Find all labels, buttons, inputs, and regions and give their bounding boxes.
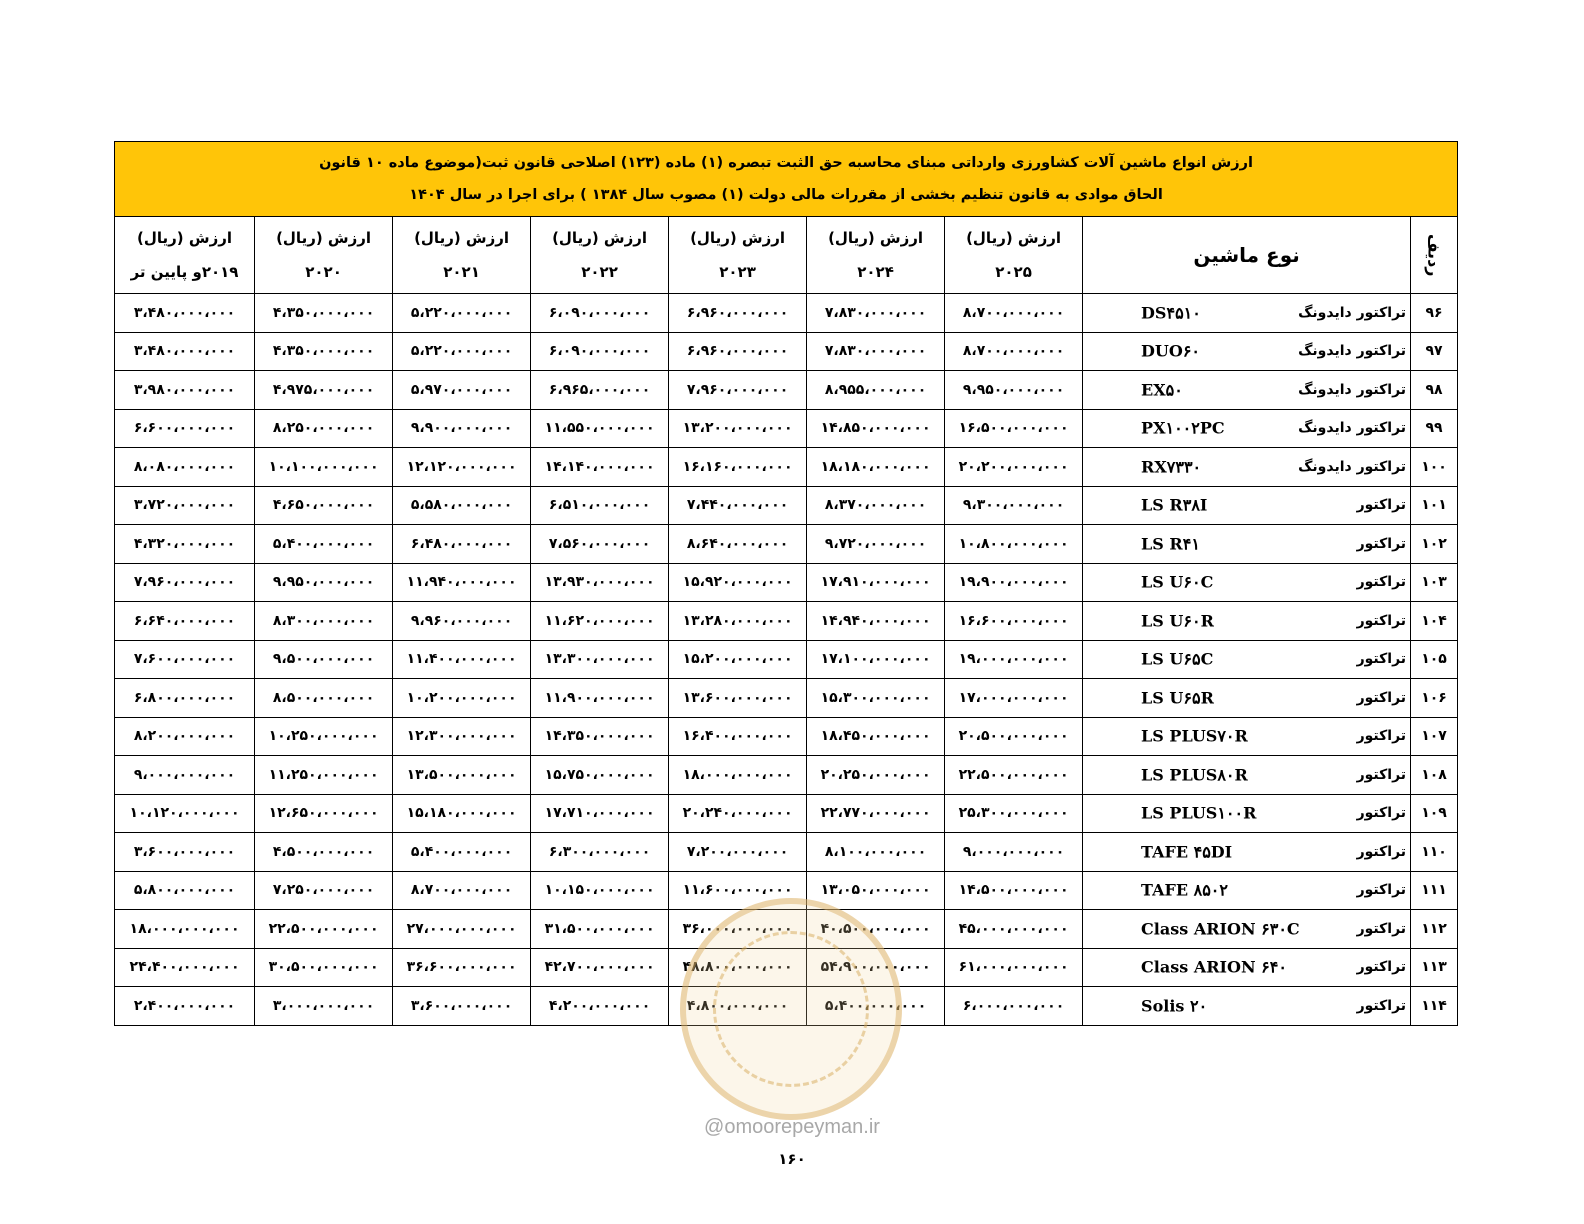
table-row xyxy=(115,294,1458,333)
header-year-col: ارزش (ریال) ۲۰۲۴ xyxy=(807,217,945,294)
page-number: ۱۶۰ xyxy=(778,1150,806,1168)
value-cell: ۹،۵۰۰،۰۰۰،۰۰۰ xyxy=(255,640,393,679)
value-cell: ۸،۳۰۰،۰۰۰،۰۰۰ xyxy=(255,602,393,641)
header-type: نوع ماشین xyxy=(1083,217,1411,294)
value-cell: ۲،۴۰۰،۰۰۰،۰۰۰ xyxy=(115,987,255,1026)
value-cell: ۷،۶۰۰،۰۰۰،۰۰۰ xyxy=(115,640,255,679)
machine-model: TAFE ۴۵DI xyxy=(1141,842,1233,862)
value-cell: ۱۳،۶۰۰،۰۰۰،۰۰۰ xyxy=(669,679,807,718)
value-cell: ۲۲،۵۰۰،۰۰۰،۰۰۰ xyxy=(945,756,1083,795)
value-cell: ۶،۶۴۰،۰۰۰،۰۰۰ xyxy=(115,602,255,641)
value-cell: ۱۳،۲۰۰،۰۰۰،۰۰۰ xyxy=(669,409,807,448)
machine-name: تراکتور xyxy=(1356,728,1407,745)
row-index: ۹۶ xyxy=(1411,294,1458,333)
value-cell: ۸،۶۴۰،۰۰۰،۰۰۰ xyxy=(669,525,807,564)
value-cell: ۵،۲۲۰،۰۰۰،۰۰۰ xyxy=(393,332,531,371)
value-cell: ۹،۰۰۰،۰۰۰،۰۰۰ xyxy=(115,756,255,795)
machine-type-cell xyxy=(1083,525,1411,564)
value-cell: ۴۵،۰۰۰،۰۰۰،۰۰۰ xyxy=(945,910,1083,949)
value-cell: ۱۵،۹۲۰،۰۰۰،۰۰۰ xyxy=(669,563,807,602)
machine-type-cell xyxy=(1083,833,1411,872)
value-cell: ۲۰،۲۵۰،۰۰۰،۰۰۰ xyxy=(807,756,945,795)
value-cell: ۱۸،۰۰۰،۰۰۰،۰۰۰ xyxy=(115,910,255,949)
value-cell: ۱۱،۶۲۰،۰۰۰،۰۰۰ xyxy=(531,602,669,641)
value-cell: ۱۷،۹۱۰،۰۰۰،۰۰۰ xyxy=(807,563,945,602)
row-index: ۱۰۲ xyxy=(1411,525,1458,564)
machine-model: RX۷۳۳۰ xyxy=(1141,457,1202,477)
value-cell: ۳۰،۵۰۰،۰۰۰،۰۰۰ xyxy=(255,948,393,987)
row-index: ۱۱۳ xyxy=(1411,948,1458,987)
value-cell: ۶،۰۰۰،۰۰۰،۰۰۰ xyxy=(945,987,1083,1026)
value-cell: ۳،۷۲۰،۰۰۰،۰۰۰ xyxy=(115,486,255,525)
machine-model: LS PLUS۱۰۰R xyxy=(1141,803,1257,823)
value-cell: ۶،۶۰۰،۰۰۰،۰۰۰ xyxy=(115,409,255,448)
table-row xyxy=(115,756,1458,795)
value-cell: ۱۶،۶۰۰،۰۰۰،۰۰۰ xyxy=(945,602,1083,641)
value-cell: ۴،۲۰۰،۰۰۰،۰۰۰ xyxy=(531,987,669,1026)
table-body xyxy=(115,294,1458,1026)
value-cell: ۸،۱۰۰،۰۰۰،۰۰۰ xyxy=(807,833,945,872)
machine-model: LS U۶۰R xyxy=(1141,611,1214,631)
machine-type-cell xyxy=(1083,948,1411,987)
value-cell: ۱۷،۰۰۰،۰۰۰،۰۰۰ xyxy=(945,679,1083,718)
row-index: ۱۱۴ xyxy=(1411,987,1458,1026)
machine-model: LS PLUS۷۰R xyxy=(1141,726,1248,746)
value-cell: ۱۲،۱۲۰،۰۰۰،۰۰۰ xyxy=(393,448,531,487)
row-index: ۱۰۷ xyxy=(1411,717,1458,756)
value-cell: ۹،۷۲۰،۰۰۰،۰۰۰ xyxy=(807,525,945,564)
value-cell: ۸،۲۰۰،۰۰۰،۰۰۰ xyxy=(115,717,255,756)
value-cell: ۴۰،۵۰۰،۰۰۰،۰۰۰ xyxy=(807,910,945,949)
value-cell: ۱۵،۷۵۰،۰۰۰،۰۰۰ xyxy=(531,756,669,795)
value-cell: ۴،۶۵۰،۰۰۰،۰۰۰ xyxy=(255,486,393,525)
value-cell: ۱۱،۶۰۰،۰۰۰،۰۰۰ xyxy=(669,871,807,910)
value-cell: ۷،۸۳۰،۰۰۰،۰۰۰ xyxy=(807,332,945,371)
value-cell: ۶،۸۰۰،۰۰۰،۰۰۰ xyxy=(115,679,255,718)
value-cell: ۱۴،۵۰۰،۰۰۰،۰۰۰ xyxy=(945,871,1083,910)
machine-model: DUO۶۰ xyxy=(1141,341,1200,361)
machine-name: تراکتور دایدونگ xyxy=(1298,458,1407,475)
table-row xyxy=(115,563,1458,602)
machine-model: LS R۴۱ xyxy=(1141,534,1200,554)
row-index: ۱۱۱ xyxy=(1411,871,1458,910)
machine-name: تراکتور xyxy=(1356,689,1407,706)
value-cell: ۴۸،۸۰۰،۰۰۰،۰۰۰ xyxy=(669,948,807,987)
value-cell: ۴،۵۰۰،۰۰۰،۰۰۰ xyxy=(255,833,393,872)
machine-type-cell xyxy=(1083,371,1411,410)
row-index: ۹۷ xyxy=(1411,332,1458,371)
value-cell: ۳۶،۶۰۰،۰۰۰،۰۰۰ xyxy=(393,948,531,987)
value-cell: ۱۱،۲۵۰،۰۰۰،۰۰۰ xyxy=(255,756,393,795)
table-row xyxy=(115,332,1458,371)
value-cell: ۳،۶۰۰،۰۰۰،۰۰۰ xyxy=(115,833,255,872)
machine-type-cell xyxy=(1083,794,1411,833)
value-cell: ۱۳،۹۳۰،۰۰۰،۰۰۰ xyxy=(531,563,669,602)
machine-type-cell xyxy=(1083,332,1411,371)
table-row xyxy=(115,910,1458,949)
value-cell: ۶،۹۶۰،۰۰۰،۰۰۰ xyxy=(669,332,807,371)
table-row xyxy=(115,448,1458,487)
machine-type-cell xyxy=(1083,717,1411,756)
title-line-1: ارزش انواع ماشین آلات کشاورزی وارداتی مبنای محاسبه حق الثبت تبصره (۱) ماده (۱۲۳) اصلاحی قانون ثبت(موضوع ماده ۱۰ قانون xyxy=(319,155,1253,171)
machine-type-cell xyxy=(1083,409,1411,448)
machine-name: تراکتور xyxy=(1356,843,1407,860)
value-cell: ۸،۳۷۰،۰۰۰،۰۰۰ xyxy=(807,486,945,525)
value-cell: ۵،۴۰۰،۰۰۰،۰۰۰ xyxy=(255,525,393,564)
value-cell: ۷،۲۵۰،۰۰۰،۰۰۰ xyxy=(255,871,393,910)
value-cell: ۱۵،۲۰۰،۰۰۰،۰۰۰ xyxy=(669,640,807,679)
value-cell: ۸،۵۰۰،۰۰۰،۰۰۰ xyxy=(255,679,393,718)
row-index: ۱۰۴ xyxy=(1411,602,1458,641)
table-row xyxy=(115,794,1458,833)
machine-name: تراکتور xyxy=(1356,920,1407,937)
value-cell: ۸،۷۰۰،۰۰۰،۰۰۰ xyxy=(945,294,1083,333)
machine-type-cell xyxy=(1083,448,1411,487)
row-index: ۱۰۰ xyxy=(1411,448,1458,487)
value-cell: ۱۸،۰۰۰،۰۰۰،۰۰۰ xyxy=(669,756,807,795)
value-cell: ۹،۳۰۰،۰۰۰،۰۰۰ xyxy=(945,486,1083,525)
machine-name: تراکتور xyxy=(1356,535,1407,552)
machine-name: تراکتور xyxy=(1356,997,1407,1014)
machine-model: LS U۶۰C xyxy=(1141,572,1214,592)
machine-name: تراکتور xyxy=(1356,959,1407,976)
machine-type-cell xyxy=(1083,602,1411,641)
value-cell: ۷،۸۳۰،۰۰۰،۰۰۰ xyxy=(807,294,945,333)
value-cell: ۱۵،۳۰۰،۰۰۰،۰۰۰ xyxy=(807,679,945,718)
value-cell: ۵،۵۸۰،۰۰۰،۰۰۰ xyxy=(393,486,531,525)
header-year-col: ارزش (ریال) ۲۰۱۹و پایین تر xyxy=(115,217,255,294)
value-cell: ۱۰،۲۵۰،۰۰۰،۰۰۰ xyxy=(255,717,393,756)
value-cell: ۵۴،۹۰۰،۰۰۰،۰۰۰ xyxy=(807,948,945,987)
machine-type-cell xyxy=(1083,756,1411,795)
value-cell: ۴،۸۰۰،۰۰۰،۰۰۰ xyxy=(669,987,807,1026)
value-cell: ۴۲،۷۰۰،۰۰۰،۰۰۰ xyxy=(531,948,669,987)
machine-name: تراکتور دایدونگ xyxy=(1298,304,1407,321)
machine-name: تراکتور xyxy=(1356,497,1407,514)
machine-model: Class ARION ۶۳۰C xyxy=(1141,919,1300,939)
machine-model: EX۵۰ xyxy=(1141,380,1183,400)
value-cell: ۵،۲۲۰،۰۰۰،۰۰۰ xyxy=(393,294,531,333)
header-year-col: ارزش (ریال) ۲۰۲۲ xyxy=(531,217,669,294)
value-cell: ۷،۵۶۰،۰۰۰،۰۰۰ xyxy=(531,525,669,564)
machine-type-cell xyxy=(1083,486,1411,525)
value-cell: ۸،۷۰۰،۰۰۰،۰۰۰ xyxy=(393,871,531,910)
header-year-col: ارزش (ریال) ۲۰۲۵ xyxy=(945,217,1083,294)
machine-model: LS R۳۸I xyxy=(1141,495,1208,515)
value-cell: ۱۹،۹۰۰،۰۰۰،۰۰۰ xyxy=(945,563,1083,602)
row-index: ۱۰۵ xyxy=(1411,640,1458,679)
value-cell: ۱۰،۸۰۰،۰۰۰،۰۰۰ xyxy=(945,525,1083,564)
value-cell: ۶۱،۰۰۰،۰۰۰،۰۰۰ xyxy=(945,948,1083,987)
machine-name: تراکتور xyxy=(1356,882,1407,899)
value-cell: ۵،۴۰۰،۰۰۰،۰۰۰ xyxy=(393,833,531,872)
header-year-col: ارزش (ریال) ۲۰۲۱ xyxy=(393,217,531,294)
value-cell: ۸،۹۵۵،۰۰۰،۰۰۰ xyxy=(807,371,945,410)
row-index: ۱۱۰ xyxy=(1411,833,1458,872)
value-cell: ۱۸،۴۵۰،۰۰۰،۰۰۰ xyxy=(807,717,945,756)
value-cell: ۶،۹۶۰،۰۰۰،۰۰۰ xyxy=(669,294,807,333)
table-row xyxy=(115,948,1458,987)
value-cell: ۱۱،۴۰۰،۰۰۰،۰۰۰ xyxy=(393,640,531,679)
machine-model: PX۱۰۰۲PC xyxy=(1141,418,1225,438)
value-cell: ۲۰،۲۰۰،۰۰۰،۰۰۰ xyxy=(945,448,1083,487)
table-row xyxy=(115,486,1458,525)
machine-model: LS U۶۵R xyxy=(1141,688,1214,708)
machine-name: تراکتور xyxy=(1356,805,1407,822)
machine-type-cell xyxy=(1083,640,1411,679)
value-cell: ۶،۰۹۰،۰۰۰،۰۰۰ xyxy=(531,332,669,371)
value-cell: ۶،۴۸۰،۰۰۰،۰۰۰ xyxy=(393,525,531,564)
value-cell: ۱۰،۲۰۰،۰۰۰،۰۰۰ xyxy=(393,679,531,718)
value-cell: ۱۵،۱۸۰،۰۰۰،۰۰۰ xyxy=(393,794,531,833)
value-cell: ۳،۴۸۰،۰۰۰،۰۰۰ xyxy=(115,332,255,371)
value-cell: ۲۷،۰۰۰،۰۰۰،۰۰۰ xyxy=(393,910,531,949)
value-cell: ۱۹،۰۰۰،۰۰۰،۰۰۰ xyxy=(945,640,1083,679)
table-row xyxy=(115,871,1458,910)
machine-type-cell xyxy=(1083,910,1411,949)
value-cell: ۴،۳۵۰،۰۰۰،۰۰۰ xyxy=(255,332,393,371)
value-cell: ۳،۹۸۰،۰۰۰،۰۰۰ xyxy=(115,371,255,410)
value-cell: ۱۲،۶۵۰،۰۰۰،۰۰۰ xyxy=(255,794,393,833)
value-cell: ۷،۹۶۰،۰۰۰،۰۰۰ xyxy=(115,563,255,602)
value-cell: ۱۷،۷۱۰،۰۰۰،۰۰۰ xyxy=(531,794,669,833)
machine-name: تراکتور xyxy=(1356,651,1407,668)
machine-name: تراکتور xyxy=(1356,766,1407,783)
value-cell: ۲۵،۳۰۰،۰۰۰،۰۰۰ xyxy=(945,794,1083,833)
value-cell: ۹،۹۶۰،۰۰۰،۰۰۰ xyxy=(393,602,531,641)
value-cell: ۶،۰۹۰،۰۰۰،۰۰۰ xyxy=(531,294,669,333)
row-index: ۱۰۶ xyxy=(1411,679,1458,718)
value-cell: ۲۴،۴۰۰،۰۰۰،۰۰۰ xyxy=(115,948,255,987)
value-cell: ۱۰،۱۰۰،۰۰۰،۰۰۰ xyxy=(255,448,393,487)
machine-model: DS۴۵۱۰ xyxy=(1141,303,1201,323)
value-cell: ۱۶،۱۶۰،۰۰۰،۰۰۰ xyxy=(669,448,807,487)
table-row xyxy=(115,987,1458,1026)
row-index: ۱۰۸ xyxy=(1411,756,1458,795)
value-cell: ۵،۴۰۰،۰۰۰،۰۰۰ xyxy=(807,987,945,1026)
machine-name: تراکتور دایدونگ xyxy=(1298,343,1407,360)
value-cell: ۴،۳۵۰،۰۰۰،۰۰۰ xyxy=(255,294,393,333)
row-index: ۱۰۳ xyxy=(1411,563,1458,602)
value-cell: ۸،۷۰۰،۰۰۰،۰۰۰ xyxy=(945,332,1083,371)
value-cell: ۹،۰۰۰،۰۰۰،۰۰۰ xyxy=(945,833,1083,872)
value-cell: ۱۶،۵۰۰،۰۰۰،۰۰۰ xyxy=(945,409,1083,448)
machine-name: تراکتور دایدونگ xyxy=(1298,420,1407,437)
value-cell: ۹،۹۵۰،۰۰۰،۰۰۰ xyxy=(255,563,393,602)
value-cell: ۲۲،۵۰۰،۰۰۰،۰۰۰ xyxy=(255,910,393,949)
value-cell: ۳،۶۰۰،۰۰۰،۰۰۰ xyxy=(393,987,531,1026)
row-index: ۹۹ xyxy=(1411,409,1458,448)
value-cell: ۵،۹۷۰،۰۰۰،۰۰۰ xyxy=(393,371,531,410)
row-index: ۱۱۲ xyxy=(1411,910,1458,949)
value-cell: ۱۰،۱۲۰،۰۰۰،۰۰۰ xyxy=(115,794,255,833)
value-cell: ۷،۴۴۰،۰۰۰،۰۰۰ xyxy=(669,486,807,525)
value-cell: ۳۶،۰۰۰،۰۰۰،۰۰۰ xyxy=(669,910,807,949)
value-cell: ۲۲،۷۷۰،۰۰۰،۰۰۰ xyxy=(807,794,945,833)
watermark-site: @omoorepeyman.ir xyxy=(704,1116,880,1138)
machine-model: LS PLUS۸۰R xyxy=(1141,765,1248,785)
table-row xyxy=(115,602,1458,641)
row-index: ۱۰۱ xyxy=(1411,486,1458,525)
value-cell: ۹،۹۰۰،۰۰۰،۰۰۰ xyxy=(393,409,531,448)
machine-type-cell xyxy=(1083,294,1411,333)
value-cell: ۵،۸۰۰،۰۰۰،۰۰۰ xyxy=(115,871,255,910)
table-row xyxy=(115,679,1458,718)
machine-name: تراکتور xyxy=(1356,612,1407,629)
value-cell: ۱۴،۱۴۰،۰۰۰،۰۰۰ xyxy=(531,448,669,487)
value-cell: ۳،۰۰۰،۰۰۰،۰۰۰ xyxy=(255,987,393,1026)
machine-type-cell xyxy=(1083,563,1411,602)
value-cell: ۱۰،۱۵۰،۰۰۰،۰۰۰ xyxy=(531,871,669,910)
machine-type-cell xyxy=(1083,679,1411,718)
value-cell: ۱۳،۰۵۰،۰۰۰،۰۰۰ xyxy=(807,871,945,910)
value-cell: ۱۱،۹۴۰،۰۰۰،۰۰۰ xyxy=(393,563,531,602)
value-cell: ۱۴،۳۵۰،۰۰۰،۰۰۰ xyxy=(531,717,669,756)
machine-type-cell xyxy=(1083,987,1411,1026)
machine-name: تراکتور xyxy=(1356,574,1407,591)
value-cell: ۴،۳۲۰،۰۰۰،۰۰۰ xyxy=(115,525,255,564)
machine-model: Solis ۲۰ xyxy=(1141,996,1208,1016)
table-row xyxy=(115,371,1458,410)
header-year-col: ارزش (ریال) ۲۰۲۳ xyxy=(669,217,807,294)
row-index: ۱۰۹ xyxy=(1411,794,1458,833)
value-cell: ۱۸،۱۸۰،۰۰۰،۰۰۰ xyxy=(807,448,945,487)
value-cell: ۶،۳۰۰،۰۰۰،۰۰۰ xyxy=(531,833,669,872)
header-year-col: ارزش (ریال) ۲۰۲۰ xyxy=(255,217,393,294)
value-cell: ۷،۹۶۰،۰۰۰،۰۰۰ xyxy=(669,371,807,410)
value-cell: ۳،۴۸۰،۰۰۰،۰۰۰ xyxy=(115,294,255,333)
value-cell: ۱۶،۴۰۰،۰۰۰،۰۰۰ xyxy=(669,717,807,756)
value-cell: ۹،۹۵۰،۰۰۰،۰۰۰ xyxy=(945,371,1083,410)
value-cell: ۸،۰۸۰،۰۰۰،۰۰۰ xyxy=(115,448,255,487)
value-cell: ۷،۲۰۰،۰۰۰،۰۰۰ xyxy=(669,833,807,872)
price-table xyxy=(114,141,1458,1026)
value-cell: ۱۳،۳۰۰،۰۰۰،۰۰۰ xyxy=(531,640,669,679)
value-cell: ۱۱،۵۵۰،۰۰۰،۰۰۰ xyxy=(531,409,669,448)
value-cell: ۶،۵۱۰،۰۰۰،۰۰۰ xyxy=(531,486,669,525)
table-row xyxy=(115,717,1458,756)
value-cell: ۲۰،۵۰۰،۰۰۰،۰۰۰ xyxy=(945,717,1083,756)
table-row xyxy=(115,833,1458,872)
machine-model: TAFE ۸۵۰۲ xyxy=(1141,880,1228,900)
row-index: ۹۸ xyxy=(1411,371,1458,410)
header-index: ردیف xyxy=(1411,217,1458,294)
value-cell: ۱۴،۹۴۰،۰۰۰،۰۰۰ xyxy=(807,602,945,641)
value-cell: ۸،۲۵۰،۰۰۰،۰۰۰ xyxy=(255,409,393,448)
value-cell: ۱۳،۲۸۰،۰۰۰،۰۰۰ xyxy=(669,602,807,641)
value-cell: ۶،۹۶۵،۰۰۰،۰۰۰ xyxy=(531,371,669,410)
value-cell: ۴،۹۷۵،۰۰۰،۰۰۰ xyxy=(255,371,393,410)
value-cell: ۳۱،۵۰۰،۰۰۰،۰۰۰ xyxy=(531,910,669,949)
table-row xyxy=(115,409,1458,448)
title-line-2: الحاق موادی به قانون تنظیم بخشی از مقررات مالی دولت (۱) مصوب سال ۱۳۸۴ ) برای اجرا در سال ۱۴۰۴ xyxy=(409,187,1163,203)
value-cell: ۱۷،۱۰۰،۰۰۰،۰۰۰ xyxy=(807,640,945,679)
value-cell: ۱۴،۸۵۰،۰۰۰،۰۰۰ xyxy=(807,409,945,448)
header-row xyxy=(115,217,1458,294)
machine-type-cell xyxy=(1083,871,1411,910)
machine-name: تراکتور دایدونگ xyxy=(1298,381,1407,398)
machine-model: Class ARION ۶۴۰ xyxy=(1141,957,1287,977)
value-cell: ۱۲،۳۰۰،۰۰۰،۰۰۰ xyxy=(393,717,531,756)
value-cell: ۱۱،۹۰۰،۰۰۰،۰۰۰ xyxy=(531,679,669,718)
table-row xyxy=(115,640,1458,679)
value-cell: ۱۳،۵۰۰،۰۰۰،۰۰۰ xyxy=(393,756,531,795)
value-cell: ۲۰،۲۴۰،۰۰۰،۰۰۰ xyxy=(669,794,807,833)
machine-model: LS U۶۵C xyxy=(1141,649,1214,669)
table-row xyxy=(115,525,1458,564)
table-title xyxy=(115,142,1458,217)
